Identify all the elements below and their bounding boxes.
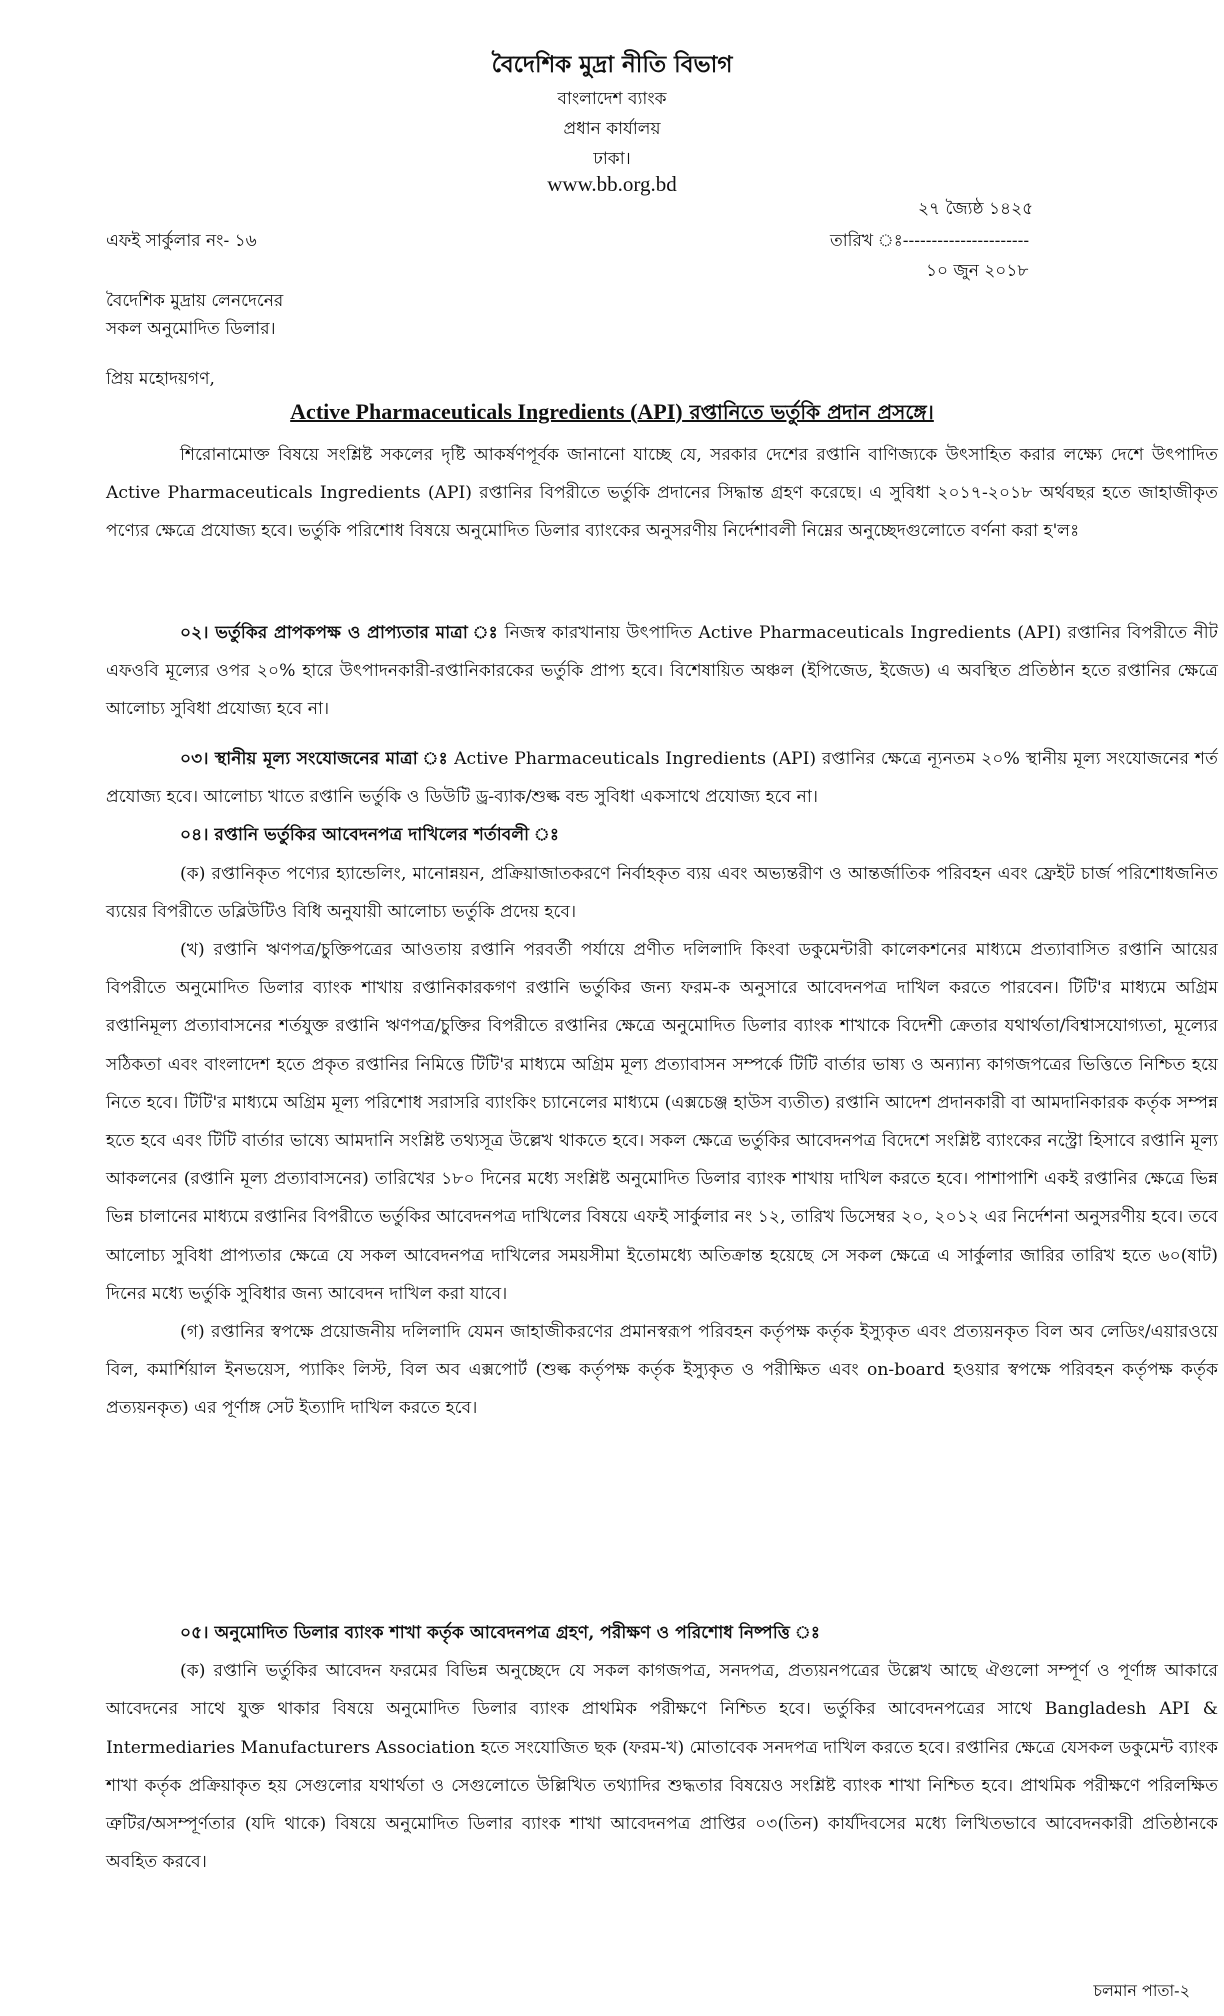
circular-number: এফই সার্কুলার নং- ১৬ xyxy=(106,231,257,251)
subject-line xyxy=(0,398,1224,431)
section-03-heading: ০৩। স্থানীয় মূল্য সংযোজনের মাত্রা ঃ xyxy=(180,749,449,769)
section-05 xyxy=(106,1614,1218,1881)
section-05-ka: (ক) রপ্তানি ভর্তুকির আবেদন ফরমের বিভিন্ন অনুচ্ছেদে যে সকল কাগজপত্র, সনদপত্র, প্রত্যয়নপত্রের উল্লেখ আছে ঐগুলো সম্পূর্ণ ও পূর্ণাঙ্গ আকারে আবেদনের সাথে যুক্ত থাকার বিষয়ে অনুমোদিত ডিলার ব্যাংক প্রাথমিক পরীক্ষণে নিশ্চিত হবে। ভর্তুকির আবেদনপত্রের সাথে Bangladesh API & Intermediaries Manufacturers Association হতে সংযোজিত ছক (ফরম-খ) মোতাবেক সনদপত্র দাখিল করতে হবে। রপ্তানির ক্ষেত্রে যেসকল ডকুমেন্ট ব্যাংক শাখা কর্তৃক প্রক্রিয়াকৃত হয় সেগুলোর যথার্থতা ও সেগুলোতে উল্লিখিত তথ্যাদির শুদ্ধতার বিষয়েও সংশ্লিষ্ট ব্যাংক শাখা নিশ্চিত হবে। প্রাথমিক পরীক্ষণে পরিলক্ষিত ত্রুটির/অসম্পূর্ণতার (যদি থাকে) বিষয়ে অনুমোদিত ডিলার ব্যাংক শাখা আবেদনপত্র প্রাপ্তির ০৩(তিন) কার্যদিবসের মধ্যে লিখিতভাবে আবেদনকারী প্রতিষ্ঠানকে অবহিত করবে। xyxy=(106,1661,1218,1873)
sections-03-04 xyxy=(106,740,1218,1428)
section-02 xyxy=(106,614,1218,729)
date-english: ১০ জুন ২০১৮ xyxy=(926,261,1029,281)
section-02-paragraph xyxy=(106,614,1218,729)
subject-bangla: রপ্তানিতে ভর্তুকি প্রদান প্রসঙ্গে। xyxy=(682,400,934,424)
section-03-body: Active Pharmaceuticals Ingredients (API) রপ্তানির ক্ষেত্রে ন্যূনতম ২০% স্থানীয় মূল্য সংযোজনের শর্ত প্রযোজ্য হবে। আলোচ্য খাতে রপ্তানি ভর্তুকি ও ডিউটি ড্র-ব্যাক/শুল্ক বন্ড সুবিধা একসাথে প্রযোজ্য হবে না। xyxy=(106,749,1218,808)
date-bangla: ২৭ জ্যৈষ্ঠ ১৪২৫ xyxy=(918,199,1034,219)
section-03-paragraph xyxy=(106,740,1218,816)
office-name: প্রধান কার্যালয় xyxy=(563,119,661,139)
section-04-ka: (ক) রপ্তানিকৃত পণ্যের হ্যান্ডেলিং, মানোন্নয়ন, প্রক্রিয়াজাতকরণে নির্বাহকৃত ব্যয় এবং অভ্যন্তরীণ ও আন্তর্জাতিক পরিবহন এবং ফ্রেইট চার্জ পরিশোধজনিত ব্যয়ের বিপরীতে ডব্লিউটিও বিধি অনুযায়ী আলোচ্য ভর্তুকি প্রদেয় হবে। xyxy=(106,863,1218,922)
section-04-ga: (গ) রপ্তানির স্বপক্ষে প্রয়োজনীয় দলিলাদি যেমন জাহাজীকরণের প্রমানস্বরূপ পরিবহন কর্তৃপক্ষ কর্তৃক ইস্যুকৃত এবং প্রত্যয়নকৃত বিল অব লেডিং/এয়ারওয়ে বিল, কমার্শিয়াল ইনভয়েস, প্যাকিং লিস্ট, বিল অব এক্সপোর্ট (শুল্ক কর্তৃপক্ষ কর্তৃক ইস্যুকৃত ও পরীক্ষিত এবং on-board হওয়ার স্বপক্ষে পরিবহন কর্তৃপক্ষ কর্তৃক প্রত্যয়নকৃত) এর পূর্ণাঙ্গ সেট ইত্যাদি দাখিল করতে হবে। xyxy=(106,1322,1218,1419)
website-link[interactable]: www.bb.org.bd xyxy=(547,172,677,196)
department-title: বৈদেশিক মুদ্রা নীতি বিভাগ xyxy=(491,51,733,78)
intro-paragraph: শিরোনামোক্ত বিষয়ে সংশ্লিষ্ট সকলের দৃষ্টি আকর্ষণপূর্বক জানানো যাচ্ছে যে, সরকার দেশের রপ্তানি বাণিজ্যকে উৎসাহিত করার লক্ষ্যে দেশে উৎপাদিত Active Pharmaceuticals Ingredients (API) রপ্তানির বিপরীতে ভর্তুকি প্রদানের সিদ্ধান্ত গ্রহণ করেছে। এ সুবিধা ২০১৭-২০১৮ অর্থবছর হতে জাহাজীকৃত পণ্যের ক্ষেত্রে প্রযোজ্য হবে। ভর্তুকি পরিশোধ বিষয়ে অনুমোদিত ডিলার ব্যাংকের অনুসরণীয় নির্দেশাবলী নিম্নের অনুচ্ছেদগুলোতে বর্ণনা করা হ'লঃ xyxy=(106,445,1218,542)
section-04-kha: (খ) রপ্তানি ঋণপত্র/চুক্তিপত্রের আওতায় রপ্তানি পরবর্তী পর্যায়ে প্রণীত দলিলাদি কিংবা ডকুমেন্টারী কালেকশনের মাধ্যমে প্রত্যাবাসিত রপ্তানি আয়ের বিপরীতে অনুমোদিত ডিলার ব্যাংক শাখায় রপ্তানিকারকগণ রপ্তানি ভর্তুকির জন্য ফরম-ক অনুসারে আবেদনপত্র দাখিল করতে পারবেন। টিটি'র মাধ্যমে অগ্রিম রপ্তানিমূল্য প্রত্যাবাসনের শর্তযুক্ত রপ্তানি ঋণপত্র/চুক্তির বিপরীতে রপ্তানির ক্ষেত্রে অনুমোদিত ডিলার ব্যাংক শাখাকে বিদেশী ক্রেতার যথার্থতা/বিশ্বাসযোগ্যতা, মূল্যের সঠিকতা এবং বাংলাদেশ হতে প্রকৃত রপ্তানির নিমিত্তে টিটি'র মাধ্যমে অগ্রিম মূল্য প্রত্যাবাসন সম্পর্কে টিটি বার্তার ভাষ্য ও অন্যান্য কাগজপত্রের ভিত্তিতে নিশ্চিত হয়ে নিতে হবে। টিটি'র মাধ্যমে অগ্রিম মূল্য পরিশোধ সরাসরি ব্যাংকিং চ্যানেলের মাধ্যমে (এক্সচেঞ্জ হাউস ব্যতীত) রপ্তানি আদেশ প্রদানকারী বা আমদানিকারক কর্তৃক সম্পন্ন হতে হবে এবং টিটি বার্তার ভাষ্যে আমদানি সংশ্লিষ্ট তথ্যসূত্র উল্লেখ থাকতে হবে। সকল ক্ষেত্রে ভর্তুকির আবেদনপত্র বিদেশে সংশ্লিষ্ট ব্যাংকের নস্ট্রো হিসাবে রপ্তানি মূল্য আকলনের (রপ্তানি মূল্য প্রত্যাবাসনের) তারিখের ১৮০ দিনের মধ্যে সংশ্লিষ্ট অনুমোদিত ডিলার ব্যাংক শাখায় দাখিল করতে হবে। পাশাপাশি একই রপ্তানির ক্ষেত্রে ভিন্ন ভিন্ন চালানের মাধ্যমে রপ্তানির বিপরীতে ভর্তুকির আবেদনপত্র দাখিলের বিষয়ে এফই সার্কুলার নং ১২, তারিখ ডিসেম্বর ২০, ২০১২ এর নির্দেশনা অনুসরণীয় হবে। তবে আলোচ্য সুবিধা প্রাপ্যতার ক্ষেত্রে যে সকল আবেদনপত্র দাখিলের সময়সীমা ইতোমধ্যে অতিক্রান্ত হয়েছে সে সকল ক্ষেত্রে এ সার্কুলার জারির তারিখ হতে ৬০(ষাট) দিনের মধ্যে ভর্তুকি সুবিধার জন্য আবেদন দাখিল করা যাবে। xyxy=(106,940,1218,1304)
section-02-heading: ০২। ভর্তুকির প্রাপকপক্ষ ও প্রাপ্যতার মাত্রা ঃ xyxy=(180,623,499,643)
recipient-line-2: সকল অনুমোদিত ডিলার। xyxy=(106,319,276,339)
date-label: তারিখ ঃ---------------------- xyxy=(830,231,1030,251)
section-04-heading: ০৪। রপ্তানি ভর্তুকির আবেদনপত্র দাখিলের শর্তাবলী ঃ xyxy=(180,825,560,846)
intro-section xyxy=(106,436,1218,551)
subject-english: Active Pharmaceuticals Ingredients (API) xyxy=(290,399,683,424)
city-name: ঢাকা। xyxy=(593,149,631,169)
section-02-body: নিজস্ব কারখানায় উৎপাদিত Active Pharmaceuticals Ingredients (API) রপ্তানির বিপরীতে নীট এফওবি মূল্যের ওপর ২০% হারে উৎপাদনকারী-রপ্তানিকারকের ভর্তুকি প্রাপ্য হবে। বিশেষায়িত অঞ্চল (ইপিজেড, ইজেড) এ অবস্থিত প্রতিষ্ঠান হতে রপ্তানির ক্ষেত্রে আলোচ্য সুবিধা প্রযোজ্য হবে না। xyxy=(106,623,1218,720)
section-05-heading: ০৫। অনুমোদিত ডিলার ব্যাংক শাখা কর্তৃক আবেদনপত্র গ্রহণ, পরীক্ষণ ও পরিশোধ নিষ্পত্তি ঃ xyxy=(180,1623,821,1643)
salutation: প্রিয় মহোদয়গণ, xyxy=(106,369,215,389)
recipient-line-1: বৈদেশিক মুদ্রায় লেনদেনের xyxy=(106,291,284,311)
bank-name: বাংলাদেশ ব্যাংক xyxy=(557,89,667,109)
continued-page-note: চলমান পাতা-২ xyxy=(1093,1981,1190,2000)
